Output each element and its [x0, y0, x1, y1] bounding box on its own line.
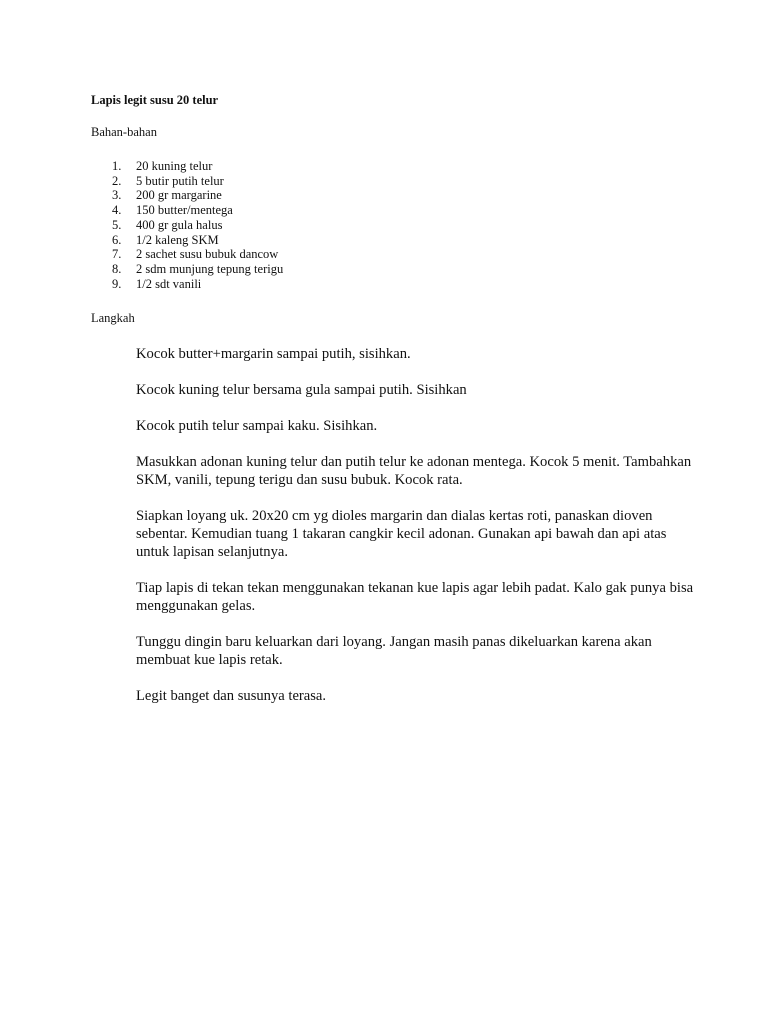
step-paragraph: Legit banget dan susunya terasa. [136, 688, 327, 704]
list-item [91, 233, 283, 248]
ingredient-text: 150 butter/mentega [136, 203, 233, 218]
list-item [91, 218, 283, 233]
step-paragraph: Tiap lapis di tekan tekan menggunakan tekanan kue lapis agar lebih padat. Kalo gak punya bisa menggunakan gelas. [136, 580, 694, 614]
list-number: 1. [112, 159, 122, 173]
list-item [91, 203, 283, 218]
list-item [91, 262, 283, 277]
list-number: 8. [112, 261, 122, 276]
list-item [91, 188, 283, 203]
ingredient-text: 2 sdm munjung tepung terigu [136, 261, 284, 276]
step-paragraph: Kocok kuning telur bersama gula sampai putih. Sisihkan [136, 382, 467, 398]
list-item [91, 159, 283, 174]
step-paragraph: Kocok putih telur sampai kaku. Sisihkan. [136, 418, 378, 434]
list-item [91, 247, 283, 262]
ingredient-text: 5 butir putih telur [136, 173, 224, 188]
ingredient-text: 20 kuning telur [136, 159, 213, 173]
ingredients-heading: Bahan-bahan [91, 125, 157, 139]
ingredient-text: 400 gr gula halus [136, 217, 223, 232]
list-number: 6. [112, 232, 122, 247]
step-paragraph: Kocok butter+margarin sampai putih, sisihkan. [136, 346, 411, 362]
ingredient-text: 1/2 kaleng SKM [136, 232, 219, 247]
list-number: 4. [112, 203, 122, 218]
step-paragraph: Masukkan adonan kuning telur dan putih telur ke adonan mentega. Kocok 5 menit. Tambahkan SKM, vanili, tepung terigu dan susu bubuk. Kocok rata. [136, 454, 692, 488]
list-number: 3. [112, 188, 122, 203]
list-number: 9. [112, 276, 122, 291]
ingredient-text: 2 sachet susu bubuk dancow [136, 247, 279, 262]
steps-heading: Langkah [91, 311, 135, 325]
list-number: 7. [112, 247, 122, 262]
list-item [91, 174, 283, 189]
ingredients-list [91, 159, 283, 291]
list-item [91, 277, 283, 292]
steps-list [136, 345, 696, 723]
ingredient-text: 1/2 sdt vanili [136, 276, 202, 291]
recipe-title: Lapis legit susu 20 telur [91, 93, 219, 107]
ingredient-text: 200 gr margarine [136, 188, 222, 203]
list-number: 2. [112, 173, 122, 188]
list-number: 5. [112, 217, 122, 232]
step-paragraph: Siapkan loyang uk. 20x20 cm yg dioles margarin dan dialas kertas roti, panaskan dioven sebentar. Kemudian tuang 1 takaran cangkir kecil adonan. Gunakan api bawah dan api atas untuk lapisan selanjutnya. [136, 508, 667, 560]
step-paragraph: Tunggu dingin baru keluarkan dari loyang. Jangan masih panas dikeluarkan karena akan membuat kue lapis retak. [136, 634, 652, 668]
